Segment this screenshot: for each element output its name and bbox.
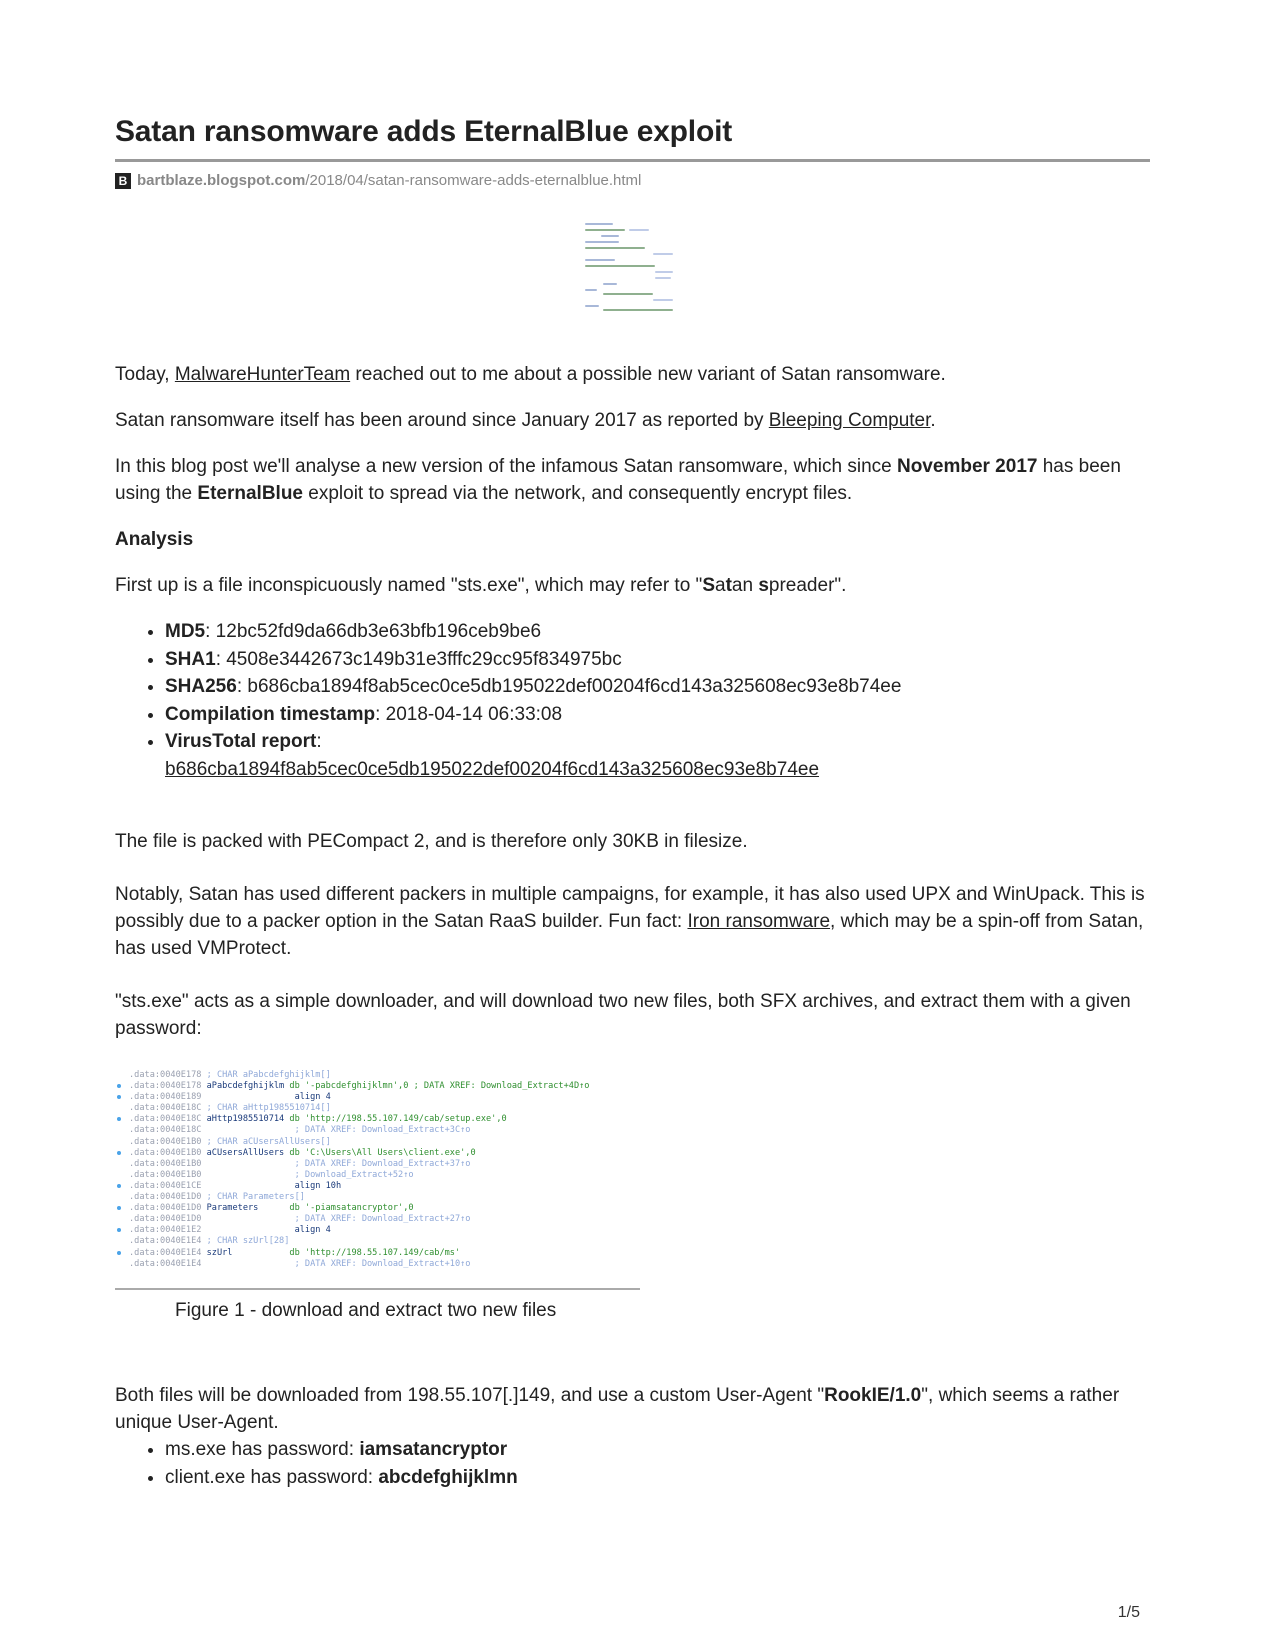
- figure-1-disassembly-image: [115, 1070, 640, 1290]
- hash-list: [115, 618, 1150, 783]
- code-line: [115, 1259, 640, 1270]
- packer-paragraph: The file is packed with PECompact 2, and is therefore only 30KB in filesize.: [115, 831, 748, 852]
- code-address: .data:0040E1E4: [129, 1247, 207, 1258]
- code-line: [115, 1081, 640, 1092]
- header-thumbnail-image: [583, 219, 683, 315]
- code-line: [115, 1103, 640, 1114]
- code-text: ; DATA XREF: Download_Extract+37↑o: [206, 1158, 471, 1169]
- code-text: db 'http://198.55.107.149/cab/ms': [232, 1247, 461, 1258]
- code-line: [115, 1170, 640, 1181]
- code-line: [115, 1181, 640, 1192]
- code-text: align 10h: [206, 1180, 342, 1191]
- intro-paragraph: Today, MalwareHunterTeam reached out to me about a possible new variant of Satan ransomware.: [115, 364, 946, 385]
- list-item: • client.exe has password: abcdefghijklmn: [165, 1464, 1150, 1492]
- code-text: ; CHAR szUrl[28]: [206, 1236, 290, 1247]
- code-line: [115, 1070, 640, 1081]
- code-address: .data:0040E178: [129, 1081, 207, 1092]
- code-line: [115, 1192, 640, 1203]
- breakpoint-dot-icon: [117, 1206, 121, 1210]
- code-address: .data:0040E189: [129, 1092, 207, 1103]
- code-label: aCUsersAllUsers: [206, 1147, 285, 1158]
- code-label: aHttp1985510714: [206, 1114, 285, 1125]
- source-line: [115, 172, 1150, 189]
- analysis-heading: Analysis: [115, 529, 194, 550]
- disassembly-listing: [115, 1070, 640, 1286]
- code-text: align 4: [206, 1092, 331, 1103]
- list-item: • ms.exe has password: iamsatancryptor: [165, 1436, 1150, 1464]
- code-text: db 'C:\Users\All Users\client.exe',0: [284, 1147, 476, 1158]
- sts-paragraph: First up is a file inconspicuously named "sts.exe", which may refer to "Satan spreader".: [115, 575, 847, 596]
- code-text: ; CHAR aCUsersAllUsers[]: [206, 1136, 331, 1147]
- code-label: Parameters: [206, 1203, 259, 1214]
- code-text: ; DATA XREF: Download_Extract+10↑o: [206, 1258, 471, 1269]
- source-domain: bartblaze.blogspot.com: [137, 172, 306, 189]
- code-address: .data:0040E1D0: [129, 1214, 207, 1225]
- page-title: Satan ransomware adds EternalBlue exploit: [115, 115, 1150, 162]
- code-line: [115, 1125, 640, 1136]
- code-line: [115, 1159, 640, 1170]
- code-text: db 'http://198.55.107.149/cab/setup.exe',0: [284, 1114, 507, 1125]
- user-agent-paragraph: Both files will be downloaded from 198.55.107[.]149, and use a custom User-Agent "RookIE/1.0", which seems a rather unique User-Agent.: [115, 1385, 1120, 1433]
- malwarehunterteam-link[interactable]: MalwareHunterTeam: [174, 364, 351, 385]
- code-address: .data:0040E1CE: [129, 1180, 207, 1191]
- breakpoint-dot-icon: [117, 1251, 121, 1255]
- code-address: .data:0040E1E4: [129, 1236, 207, 1247]
- code-address: .data:0040E1B0: [129, 1158, 207, 1169]
- code-line: [115, 1248, 640, 1259]
- figure-caption: Figure 1 - download and extract two new files: [175, 1300, 557, 1321]
- code-text: ; CHAR aPabcdefghijklm[]: [206, 1070, 331, 1080]
- source-path: /2018/04/satan-ransomware-adds-eternalblue.html: [305, 172, 642, 189]
- code-address: .data:0040E1B0: [129, 1147, 207, 1158]
- code-text: ; DATA XREF: Download_Extract+3C↑o: [206, 1125, 471, 1136]
- code-line: [115, 1214, 640, 1225]
- packers-paragraph: Notably, Satan has used different packers in multiple campaigns, for example, it has also used UPX and WinUpack. This is possibly due to a packer option in the Satan RaaS builder. Fun fact: Iron ransomware, which may be a spin-off from Satan, has used VMProtect.: [115, 884, 1145, 959]
- code-label: szUrl: [206, 1247, 233, 1258]
- iron-ransomware-link[interactable]: Iron ransomware: [687, 911, 831, 932]
- code-line: [115, 1203, 640, 1214]
- code-text: ; CHAR aHttp1985510714[]: [206, 1103, 331, 1114]
- code-address: .data:0040E1B0: [129, 1136, 207, 1147]
- code-address: .data:0040E1E2: [129, 1225, 207, 1236]
- code-text: db '-pabcdefghijklmn',0 ; DATA XREF: Download_Extract+4D↑o: [284, 1081, 590, 1092]
- code-text: db '-piamsatancryptor',0: [258, 1203, 414, 1214]
- virustotal-link[interactable]: b686cba1894f8ab5cec0ce5db195022def00204f6cd143a325608ec93e8b74ee: [165, 758, 820, 780]
- source-link[interactable]: [137, 172, 641, 189]
- breakpoint-dot-icon: [117, 1228, 121, 1232]
- code-address: .data:0040E1D0: [129, 1192, 207, 1203]
- article: [115, 115, 1150, 1491]
- code-text: ; Download_Extract+52↑o: [206, 1169, 414, 1180]
- history-paragraph: Satan ransomware itself has been around since January 2017 as reported by Bleeping Computer.: [115, 410, 936, 431]
- bleeping-computer-link[interactable]: Bleeping Computer: [768, 410, 931, 431]
- list-item: • SHA256: b686cba1894f8ab5cec0ce5db195022def00204f6cd143a325608ec93e8b74ee: [165, 673, 1150, 701]
- code-address: .data:0040E18C: [129, 1114, 207, 1125]
- code-address: .data:0040E18C: [129, 1125, 207, 1136]
- code-line: [115, 1092, 640, 1103]
- code-line: [115, 1148, 640, 1159]
- list-item: • SHA1: 4508e3442673c149b31e3fffc29cc95f834975bc: [165, 646, 1150, 674]
- overview-paragraph: In this blog post we'll analyse a new version of the infamous Satan ransomware, which since November 2017 has been using the EternalBlue exploit to spread via the network, and consequently encrypt files.: [115, 456, 1121, 504]
- breakpoint-dot-icon: [117, 1184, 121, 1188]
- breakpoint-dot-icon: [117, 1084, 121, 1088]
- code-line: [115, 1137, 640, 1148]
- code-address: .data:0040E1B0: [129, 1169, 207, 1180]
- code-address: .data:0040E18C: [129, 1103, 207, 1114]
- breakpoint-dot-icon: [117, 1151, 121, 1155]
- page-number: 1/5: [1117, 1604, 1140, 1621]
- list-item: • Compilation timestamp: 2018-04-14 06:33:08: [165, 701, 1150, 729]
- password-list: [115, 1436, 1150, 1491]
- code-address: .data:0040E1D0: [129, 1203, 207, 1214]
- code-line: [115, 1114, 640, 1125]
- code-line: [115, 1225, 640, 1236]
- breakpoint-dot-icon: [117, 1117, 121, 1121]
- list-item: • MD5: 12bc52fd9da66db3e63bfb196ceb9be6: [165, 618, 1150, 646]
- blog-logo-icon: B: [115, 173, 131, 189]
- code-label: aPabcdefghijklm: [206, 1081, 285, 1092]
- downloader-paragraph: "sts.exe" acts as a simple downloader, and will download two new files, both SFX archives, and extract them with a given password:: [115, 991, 1131, 1039]
- code-line: [115, 1236, 640, 1247]
- code-text: align 4: [206, 1225, 331, 1236]
- code-text: ; CHAR Parameters[]: [206, 1192, 305, 1203]
- breakpoint-dot-icon: [117, 1095, 121, 1099]
- code-text: ; DATA XREF: Download_Extract+27↑o: [206, 1214, 471, 1225]
- list-item: • VirusTotal report: b686cba1894f8ab5cec0ce5db195022def00204f6cd143a325608ec93e8b74ee: [165, 728, 1150, 783]
- code-address: .data:0040E1E4: [129, 1258, 207, 1269]
- code-address: .data:0040E178: [129, 1070, 207, 1080]
